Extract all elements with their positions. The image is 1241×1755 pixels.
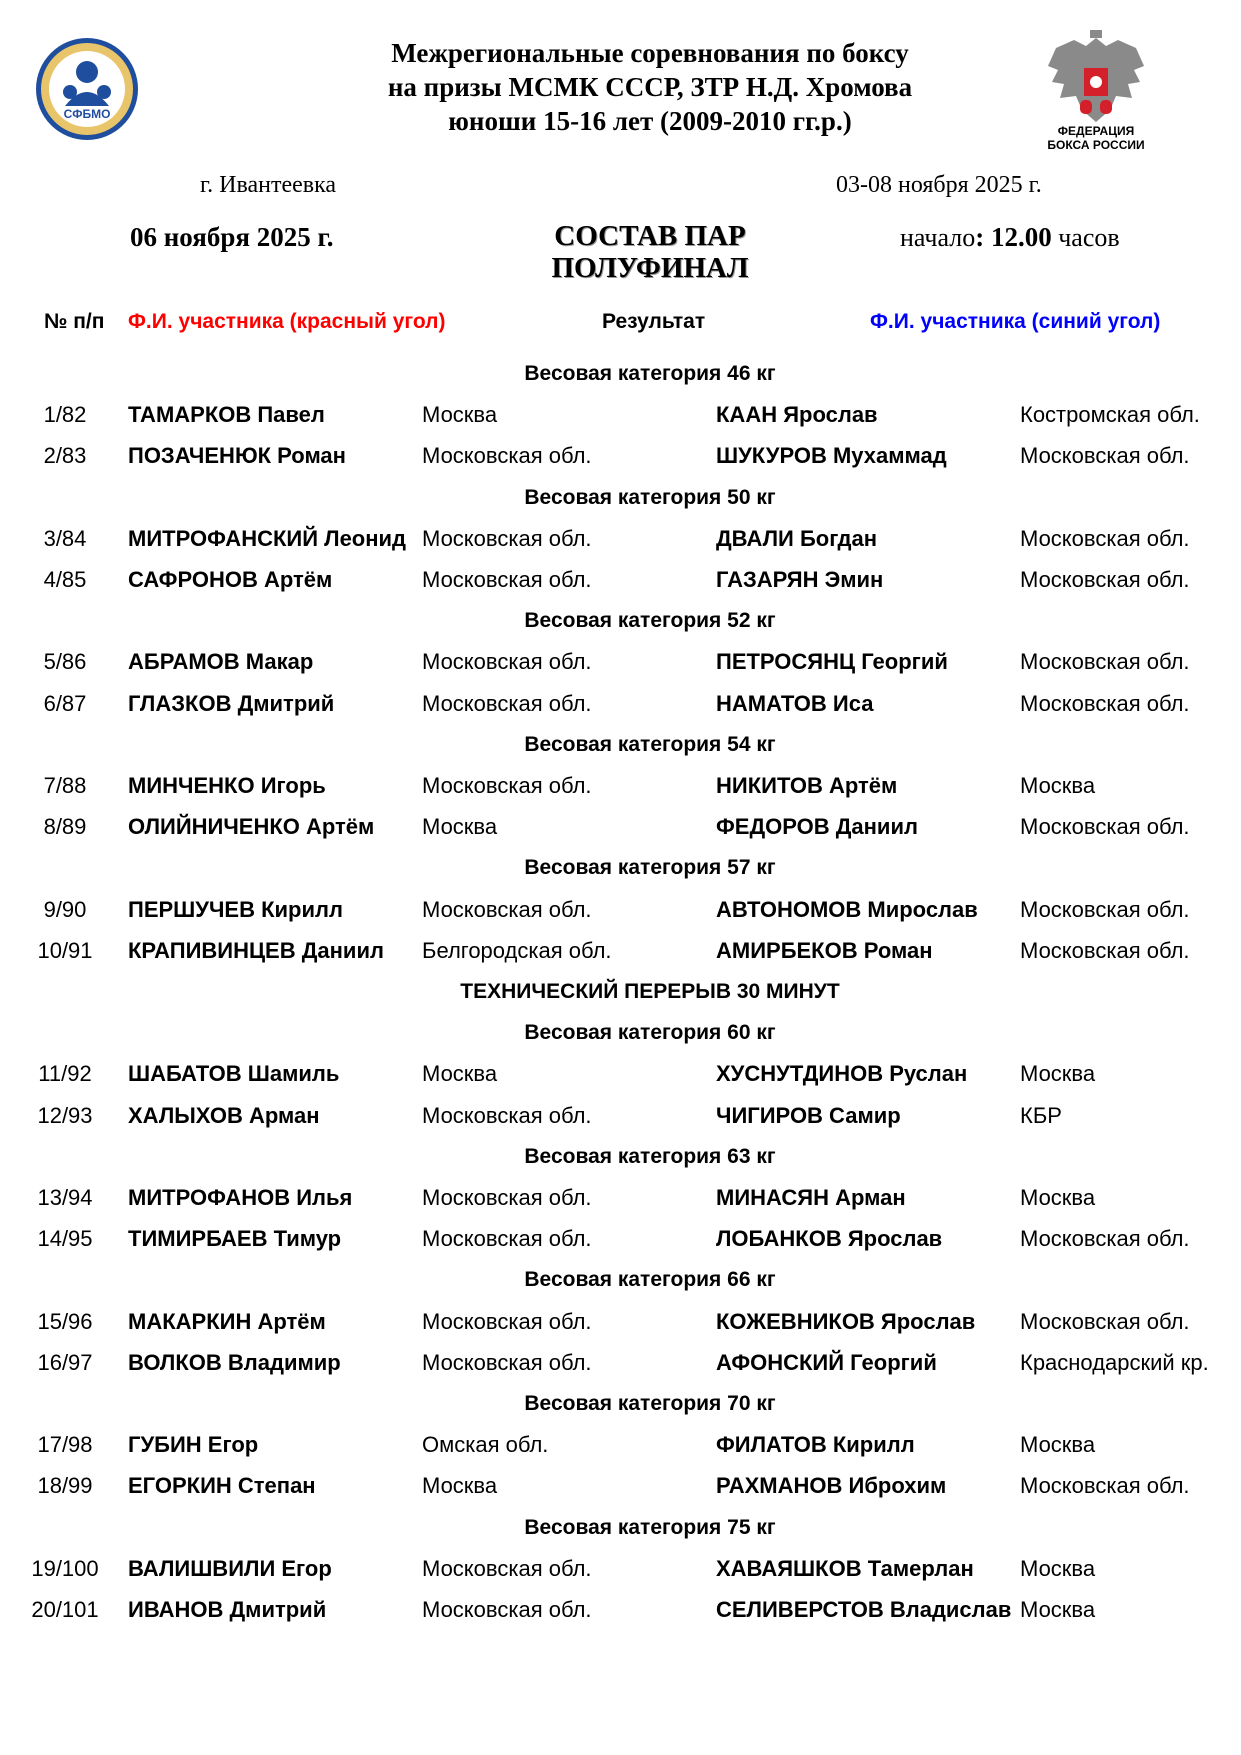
- start-time-value: : 12.00: [975, 222, 1052, 252]
- blue-corner-name: АФОНСКИЙ Георгий: [716, 1349, 937, 1375]
- blue-corner-region: Московская обл.: [1020, 814, 1190, 840]
- bout-number: 7/88: [43, 773, 87, 798]
- red-corner-name: ПОЗАЧЕНЮК Роман: [128, 443, 346, 469]
- bout-row: [0, 1223, 1241, 1255]
- blue-corner-region: Московская обл.: [1020, 649, 1190, 675]
- title-line2: на призы МСМК СССР, ЗТР Н.Д. Хромова: [387, 72, 913, 102]
- bout-number: 18/99: [37, 1473, 93, 1499]
- blue-corner-region: Костромская обл.: [1020, 402, 1200, 428]
- bout-row: [0, 440, 1241, 472]
- bout-row: [0, 894, 1241, 926]
- bout-number: 13/94: [37, 1185, 93, 1210]
- red-corner-name: КРАПИВИНЦЕВ Даниил: [128, 937, 384, 963]
- blue-corner-region: Москва: [1020, 1432, 1096, 1458]
- red-corner-name: ГЛАЗКОВ Дмитрий: [128, 690, 335, 716]
- blue-corner-region: Московская обл.: [1020, 1226, 1190, 1252]
- red-corner-region: Московская обл.: [422, 443, 592, 469]
- blue-corner-name: ХУСНУТДИНОВ Руслан: [716, 1061, 968, 1087]
- blue-corner-name: НИКИТОВ Артём: [716, 773, 898, 798]
- bout-number: 15/96: [37, 1308, 93, 1334]
- bout-row: [0, 1429, 1241, 1461]
- bout-number: 11/92: [38, 1061, 92, 1087]
- blue-corner-name: КААН Ярослав: [716, 402, 878, 428]
- section-title: Весовая категория 70 кг: [524, 1392, 776, 1415]
- blue-corner-region: Московская обл.: [1020, 1308, 1190, 1334]
- blue-corner-region: Москва: [1020, 1597, 1096, 1622]
- red-corner-region: Омская обл.: [422, 1432, 549, 1458]
- red-corner-region: Белгородская обл.: [422, 937, 612, 963]
- red-corner-region: Московская обл.: [422, 1308, 592, 1334]
- blue-corner-name: ШУКУРОВ Мухаммад: [716, 443, 947, 469]
- section-title: Весовая категория 63 кг: [524, 1144, 776, 1168]
- federation-line1: ФЕДЕРАЦИЯ: [1057, 124, 1135, 138]
- bout-day: 06 ноября 2025 г.: [130, 222, 334, 252]
- sfbmo-abbr: СФБМО: [63, 107, 111, 121]
- blue-corner-region: Краснодарский кр.: [1020, 1349, 1209, 1375]
- col-header-result: Результат: [602, 310, 706, 333]
- red-corner-region: Московская обл.: [422, 1102, 592, 1128]
- blue-corner-region: Московская обл.: [1020, 690, 1190, 716]
- red-corner-region: Московская обл.: [422, 896, 592, 922]
- bout-number: 6/87: [43, 690, 87, 716]
- bout-number: 17/98: [37, 1432, 93, 1458]
- section-title: Весовая категория 50 кг: [524, 485, 776, 509]
- blue-corner-name: ХАВАЯШКОВ Тамерлан: [716, 1555, 974, 1581]
- blue-corner-name: АВТОНОМОВ Мирослав: [716, 896, 978, 922]
- red-corner-name: ТИМИРБАЕВ Тимур: [128, 1226, 342, 1252]
- red-corner-region: Московская обл.: [422, 525, 592, 551]
- red-corner-region: Московская обл.: [422, 649, 592, 675]
- section-title: Весовая категория 75 кг: [524, 1515, 776, 1539]
- bout-row: [0, 399, 1241, 431]
- red-corner-name: ПЕРШУЧЕВ Кирилл: [128, 896, 343, 922]
- blue-corner-name: НАМАТОВ Иса: [716, 690, 874, 716]
- bout-row: [0, 1100, 1241, 1132]
- blue-corner-region: Московская обл.: [1020, 1473, 1190, 1499]
- bout-row: [0, 523, 1241, 555]
- red-corner-region: Москва: [422, 1061, 498, 1087]
- bout-row: [0, 564, 1241, 596]
- section-title: Весовая категория 60 кг: [524, 1021, 776, 1045]
- blue-corner-region: Москва: [1020, 1061, 1096, 1087]
- red-corner-region: Москва: [422, 1473, 498, 1499]
- bout-number: 19/100: [31, 1555, 99, 1581]
- red-corner-name: ВАЛИШВИЛИ Егор: [128, 1555, 332, 1581]
- bout-row: [0, 1553, 1241, 1585]
- red-corner-region: Московская обл.: [422, 1349, 592, 1375]
- section-title: ТЕХНИЧЕСКИЙ ПЕРЕРЫВ 30 МИНУТ: [460, 980, 840, 1003]
- bout-number: 1/82: [43, 402, 87, 428]
- bout-number: 4/85: [43, 567, 87, 592]
- blue-corner-name: ПЕТРОСЯНЦ Георгий: [716, 649, 948, 675]
- bout-row: [0, 688, 1241, 720]
- red-corner-name: ШАБАТОВ Шамиль: [128, 1061, 340, 1087]
- section-title: Весовая категория 52 кг: [524, 609, 776, 633]
- red-corner-name: АБРАМОВ Макар: [128, 649, 314, 675]
- section-title: Весовая категория 46 кг: [524, 362, 776, 385]
- red-corner-region: Московская обл.: [422, 1185, 592, 1210]
- blue-corner-name: ДВАЛИ Богдан: [716, 525, 878, 551]
- city: г. Ивантеевка: [200, 172, 337, 198]
- bout-number: 10/91: [37, 937, 93, 963]
- bout-number: 9/90: [43, 896, 87, 922]
- red-corner-name: МИНЧЕНКО Игорь: [128, 773, 326, 798]
- bout-row: [0, 1306, 1241, 1338]
- blue-corner-name: МИНАСЯН Арман: [716, 1185, 906, 1210]
- red-corner-name: МИТРОФАНСКИЙ Леонид: [128, 525, 407, 551]
- red-corner-name: МАКАРКИН Артём: [128, 1308, 326, 1334]
- bout-number: 5/86: [43, 649, 87, 675]
- red-corner-region: Московская обл.: [422, 1555, 592, 1581]
- doc-title-line2: ПОЛУФИНАЛ: [551, 252, 749, 284]
- bout-row: [0, 1594, 1241, 1626]
- blue-corner-name: РАХМАНОВ Иброхим: [716, 1473, 947, 1499]
- red-corner-name: ХАЛЫХОВ Арман: [128, 1102, 320, 1128]
- red-corner-name: ТАМАРКОВ Павел: [128, 402, 325, 428]
- federation-line2: БОКСА РОССИИ: [1047, 138, 1145, 152]
- section-title: Весовая категория 54 кг: [524, 732, 776, 756]
- blue-corner-name: ФИЛАТОВ Кирилл: [716, 1432, 915, 1458]
- col-header-num: № п/п: [44, 310, 105, 333]
- red-corner-name: ОЛИЙНИЧЕНКО Артём: [128, 814, 375, 840]
- blue-corner-name: КОЖЕВНИКОВ Ярослав: [716, 1308, 976, 1334]
- bout-number: 12/93: [37, 1102, 93, 1128]
- title-line3: юноши 15-16 лет (2009-2010 гг.р.): [448, 106, 852, 136]
- blue-corner-region: Москва: [1020, 1555, 1096, 1581]
- red-corner-region: Московская обл.: [422, 1597, 592, 1622]
- section-title: Весовая категория 57 кг: [524, 856, 776, 880]
- bout-row: [0, 1470, 1241, 1502]
- red-corner-region: Москва: [422, 814, 498, 840]
- red-corner-name: ИВАНОВ Дмитрий: [128, 1597, 327, 1622]
- blue-corner-name: ЛОБАНКОВ Ярослав: [716, 1226, 943, 1252]
- red-corner-region: Москва: [422, 402, 498, 428]
- red-corner-name: ГУБИН Егор: [128, 1432, 259, 1458]
- blue-corner-name: ФЕДОРОВ Даниил: [716, 814, 918, 840]
- section-title: Весовая категория 66 кг: [524, 1268, 776, 1292]
- blue-corner-name: ЧИГИРОВ Самир: [716, 1102, 901, 1128]
- start-unit: часов: [1058, 223, 1120, 252]
- start-label: начало: [900, 223, 976, 252]
- red-corner-region: Московская обл.: [422, 773, 592, 798]
- bout-row: [0, 1347, 1241, 1379]
- bout-row: [0, 1182, 1241, 1214]
- blue-corner-region: Московская обл.: [1020, 443, 1190, 469]
- col-header-red-corner: Ф.И. участника (красный угол): [128, 310, 446, 333]
- blue-corner-region: Москва: [1020, 1185, 1096, 1210]
- bout-number: 16/97: [37, 1349, 93, 1375]
- competition-dates: 03-08 ноября 2025 г.: [836, 172, 1042, 198]
- blue-corner-region: Московская обл.: [1020, 525, 1190, 551]
- blue-corner-name: СЕЛИВЕРСТОВ Владислав: [716, 1597, 1012, 1622]
- title-line1: Межрегиональные соревнования по боксу: [391, 38, 909, 68]
- red-corner-name: САФРОНОВ Артём: [128, 567, 333, 592]
- red-corner-name: МИТРОФАНОВ Илья: [128, 1185, 353, 1210]
- doc-title-line1: СОСТАВ ПАР: [554, 220, 746, 252]
- red-corner-name: ВОЛКОВ Владимир: [128, 1349, 341, 1375]
- blue-corner-region: Московская обл.: [1020, 896, 1190, 922]
- bout-row: [0, 935, 1241, 967]
- bout-row: [0, 1058, 1241, 1090]
- blue-corner-region: Московская обл.: [1020, 567, 1190, 592]
- col-header-blue-corner: Ф.И. участника (синий угол): [870, 310, 1161, 333]
- blue-corner-region: Московская обл.: [1020, 937, 1190, 963]
- blue-corner-name: ГАЗАРЯН Эмин: [716, 567, 884, 592]
- bout-number: 20/101: [31, 1597, 99, 1622]
- blue-corner-region: КБР: [1020, 1102, 1062, 1128]
- bout-row: [0, 770, 1241, 802]
- red-corner-region: Московская обл.: [422, 690, 592, 716]
- bout-number: 2/83: [43, 443, 87, 469]
- red-corner-name: ЕГОРКИН Степан: [128, 1473, 316, 1499]
- blue-corner-region: Москва: [1020, 773, 1096, 798]
- blue-corner-name: АМИРБЕКОВ Роман: [716, 937, 933, 963]
- red-corner-region: Московская обл.: [422, 567, 592, 592]
- bout-number: 14/95: [37, 1226, 93, 1252]
- bout-row: [0, 646, 1241, 678]
- bout-number: 8/89: [43, 814, 87, 840]
- bout-number: 3/84: [43, 525, 87, 551]
- red-corner-region: Московская обл.: [422, 1226, 592, 1252]
- bout-row: [0, 811, 1241, 843]
